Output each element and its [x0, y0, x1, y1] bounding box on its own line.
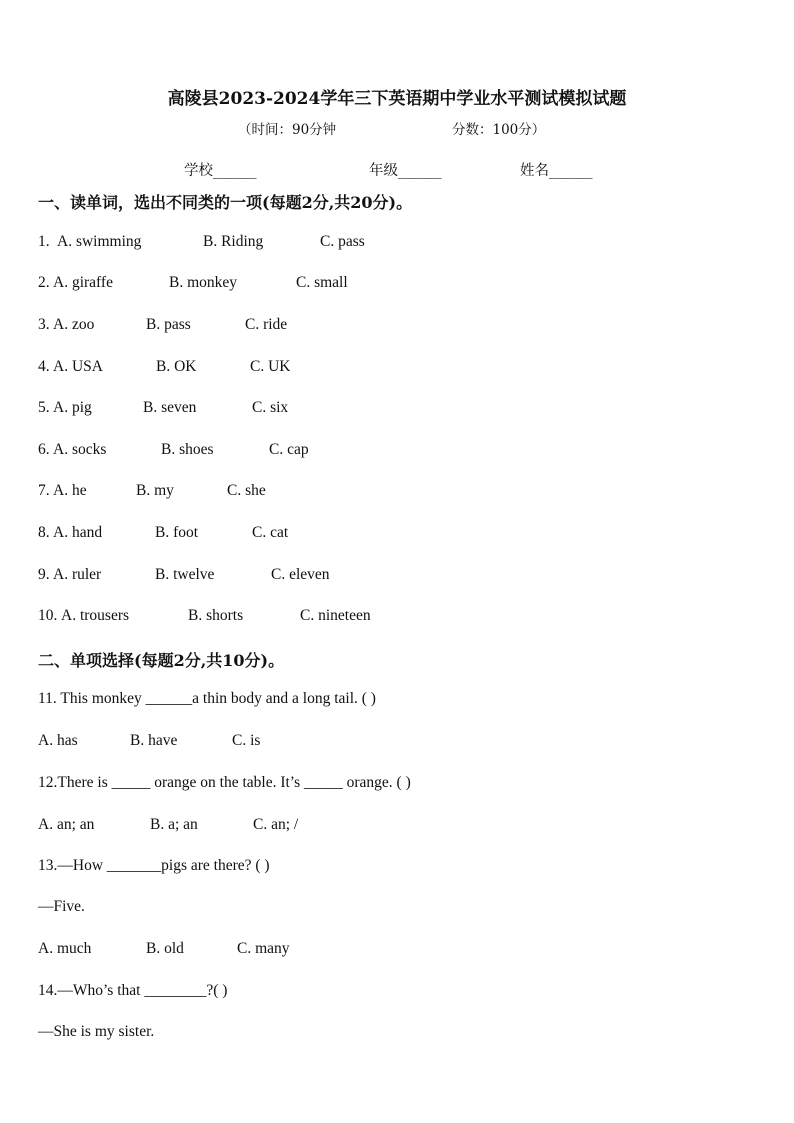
exam-page: 高陵县2023-2024学年三下英语期中学业水平测试模拟试题 （时间：90分钟 分数：100分） 学校______ 年级______ 姓名______ 一、读单词，选出不同类的一项(每题2分,共20分)。 1. A. swimming B. Riding C. pass 2. A. giraffe B. monkey C. small 3. A. zoo B. pass C. ride 4. A. USA B. OK C. UK 5. A. pig B. seven C. six 6. A. socks B. shoes C. cap 7. A. he B. my C. she 8. A. hand B. foot C. cat 9. A. ruler B. twelve C. eleven 10. A. trousers B. shorts C. nineteen 二、单项选择(每题2分,共10分)。 11. This monkey ______a thin body and a long tail. ( ) A. has B. have C. is 12.There is _____ orange on the table. It’s _____ orange. ( ) A. an; an B. a; an C. an; / 13.—How _______pigs are there? ( ) —Five. A. much B. old C. many 14.—Who’s that ________?( ) —She is my sister.	[0, 0, 794, 1123]
name-field: 姓名______	[520, 163, 593, 179]
school-field: 学校______	[184, 163, 257, 179]
section2-heading: 二、单项选择(每题2分,共10分)。	[38, 651, 285, 670]
question-11: 11. This monkey ______a thin body and a long tail. ( )	[38, 690, 376, 707]
question-13-answer: —Five.	[38, 898, 85, 915]
question-13: 13.—How _______pigs are there? ( )	[38, 857, 270, 874]
question-14-answer: —She is my sister.	[38, 1023, 155, 1040]
section1-heading: 一、读单词，选出不同类的一项(每题2分,共20分)。	[38, 193, 413, 212]
question-12: 12.There is _____ orange on the table. It’s _____ orange. ( )	[38, 774, 411, 791]
question-14: 14.—Who’s that ________?( )	[38, 982, 228, 999]
exam-score: 分数：100分）	[452, 122, 546, 138]
page-title: 高陵县2023-2024学年三下英语期中学业水平测试模拟试题	[167, 89, 627, 109]
grade-field: 年级______	[369, 163, 442, 179]
exam-time: （时间：90分钟	[238, 122, 337, 138]
